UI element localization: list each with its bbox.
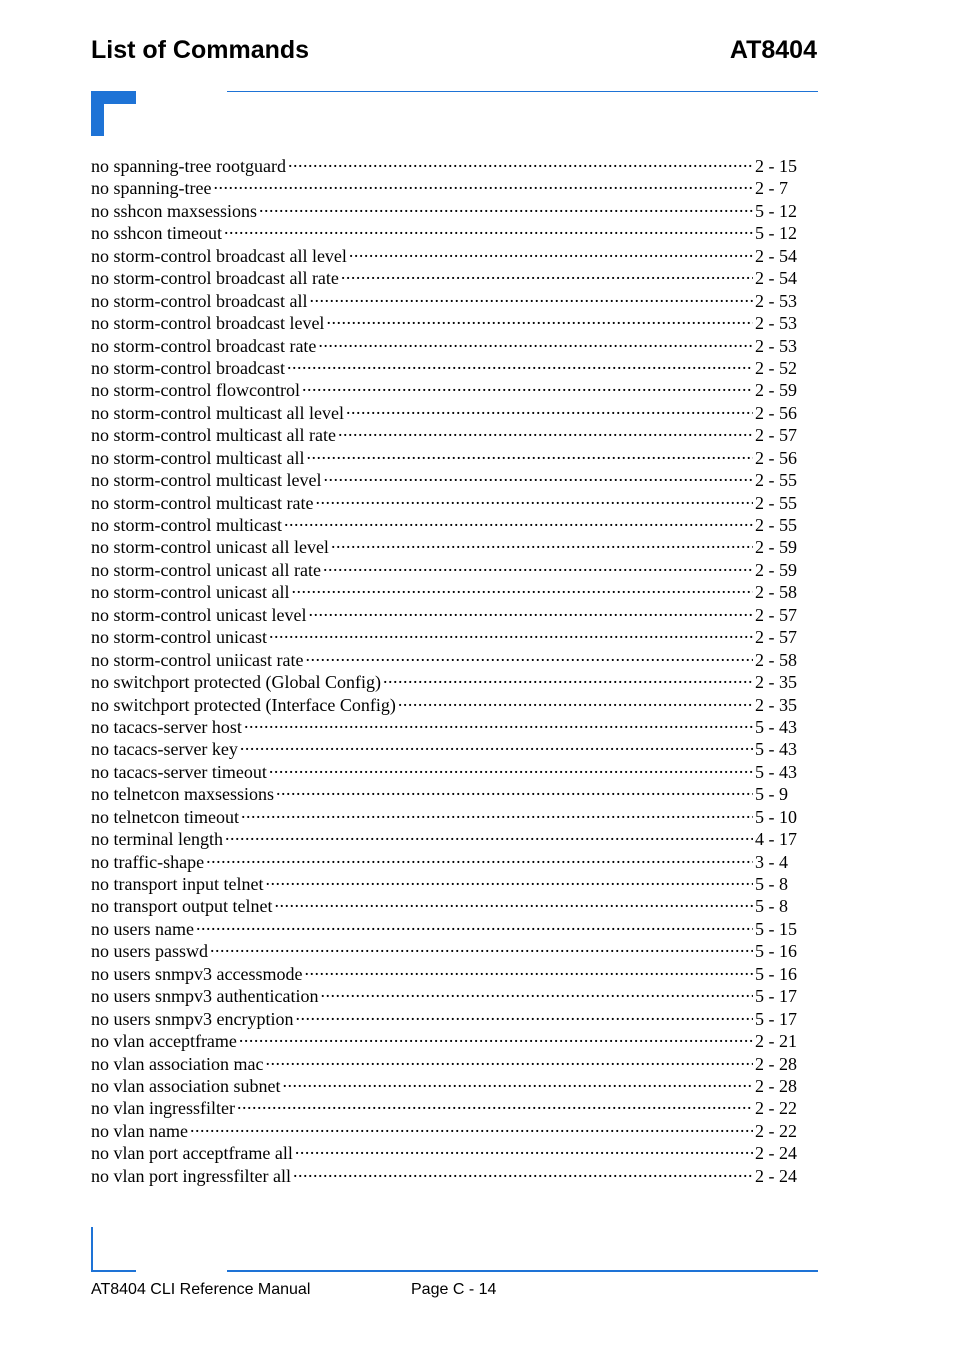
entry-page-ref: 5 - 17 (755, 986, 797, 1007)
entry-page-ref: 5 - 43 (755, 716, 797, 737)
toc-entry[interactable] (91, 334, 803, 356)
entry-page-ref: 5 - 12 (755, 200, 797, 221)
toc-entry[interactable] (91, 1096, 803, 1118)
entry-page-ref: 2 - 53 (755, 335, 797, 356)
entry-command: no storm-control multicast all rate (91, 425, 336, 446)
entry-page-ref: 2 - 35 (755, 672, 797, 693)
entry-page-ref: 2 - 57 (755, 627, 797, 648)
entry-page-ref: 2 - 28 (755, 1075, 797, 1096)
command-index-list (91, 154, 803, 1186)
dot-leader (323, 468, 753, 486)
entry-page-ref: 2 - 53 (755, 290, 797, 311)
dot-leader (282, 1074, 753, 1092)
toc-entry[interactable] (91, 670, 803, 692)
entry-command: no telnetcon maxsessions (91, 784, 274, 805)
dot-leader (326, 311, 753, 329)
entry-command: no storm-control broadcast (91, 357, 285, 378)
dot-leader (305, 648, 753, 666)
entry-command: no transport output telnet (91, 896, 273, 917)
toc-entry[interactable] (91, 401, 803, 423)
entry-page-ref: 5 - 17 (755, 1008, 797, 1029)
entry-page-ref: 2 - 58 (755, 582, 797, 603)
dot-leader (237, 1096, 753, 1114)
entry-command: no storm-control multicast rate (91, 492, 314, 513)
entry-page-ref: 2 - 35 (755, 694, 797, 715)
entry-page-ref: 2 - 52 (755, 357, 797, 378)
toc-entry[interactable] (91, 1029, 803, 1051)
dot-leader (213, 176, 753, 194)
toc-entry[interactable] (91, 625, 803, 647)
toc-entry[interactable] (91, 737, 803, 759)
entry-page-ref: 2 - 59 (755, 380, 797, 401)
dot-leader (331, 535, 753, 553)
dot-leader (383, 670, 753, 688)
dot-leader (309, 289, 753, 307)
toc-entry[interactable] (91, 1164, 803, 1186)
entry-page-ref: 2 - 59 (755, 537, 797, 558)
entry-page-ref: 2 - 57 (755, 604, 797, 625)
toc-entry[interactable] (91, 805, 803, 827)
entry-page-ref: 2 - 54 (755, 245, 797, 266)
entry-command: no vlan ingressfilter (91, 1098, 235, 1119)
entry-command: no tacacs-server timeout (91, 761, 267, 782)
dot-leader (225, 827, 753, 845)
dot-leader (276, 782, 753, 800)
entry-page-ref: 5 - 9 (755, 784, 788, 805)
entry-page-ref: 2 - 56 (755, 402, 797, 423)
entry-page-ref: 2 - 57 (755, 425, 797, 446)
entry-command: no storm-control multicast level (91, 470, 322, 491)
entry-command: no users snmpv3 accessmode (91, 963, 303, 984)
entry-command: no sshcon maxsessions (91, 200, 257, 221)
entry-page-ref: 5 - 8 (755, 874, 788, 894)
dot-leader (291, 580, 753, 598)
entry-page-ref: 2 - 59 (755, 559, 797, 580)
toc-entry[interactable] (91, 558, 803, 580)
toc-entry[interactable] (91, 580, 803, 602)
dot-leader (259, 199, 753, 217)
entry-command: no spanning-tree (91, 178, 212, 199)
dot-leader (293, 1164, 753, 1182)
entry-command: no storm-control broadcast rate (91, 335, 317, 356)
toc-entry[interactable] (91, 1119, 803, 1141)
entry-page-ref: 2 - 55 (755, 470, 797, 491)
toc-entry[interactable] (91, 782, 803, 804)
entry-command: no storm-control multicast (91, 515, 282, 535)
entry-page-ref: 5 - 8 (755, 896, 788, 917)
entry-command: no storm-control broadcast all rate (91, 268, 339, 289)
dot-leader (346, 401, 753, 419)
dot-leader (323, 558, 753, 576)
dot-leader (295, 1141, 753, 1159)
dot-leader (190, 1119, 753, 1137)
dot-leader (241, 805, 753, 823)
dot-leader (239, 1029, 753, 1047)
dot-leader (240, 737, 753, 755)
toc-entry[interactable] (91, 311, 803, 333)
entry-page-ref: 5 - 43 (755, 739, 797, 760)
entry-command: no users passwd (91, 941, 208, 962)
entry-page-ref: 2 - 56 (755, 447, 797, 468)
entry-command: no storm-control broadcast all (91, 290, 308, 311)
entry-command: no vlan acceptframe (91, 1031, 237, 1052)
entry-page-ref: 4 - 17 (755, 829, 797, 850)
dot-leader (308, 603, 753, 621)
toc-entry[interactable] (91, 984, 803, 1006)
toc-entry[interactable] (91, 715, 803, 737)
dot-leader (341, 266, 753, 284)
toc-entry[interactable] (91, 1141, 803, 1163)
dot-leader (349, 244, 753, 262)
entry-command: no vlan port ingressfilter all (91, 1165, 291, 1186)
entry-page-ref: 2 - 22 (755, 1098, 797, 1119)
toc-entry[interactable] (91, 221, 803, 243)
toc-entry[interactable] (91, 917, 803, 939)
dot-leader (398, 693, 753, 711)
entry-command: no users name (91, 918, 194, 939)
toc-entry[interactable] (91, 535, 803, 557)
toc-entry[interactable] (91, 154, 803, 176)
dot-leader (315, 491, 753, 509)
dot-leader (338, 423, 753, 441)
entry-page-ref: 5 - 12 (755, 223, 797, 244)
toc-entry[interactable] (91, 176, 803, 198)
entry-page-ref: 5 - 16 (755, 941, 797, 962)
entry-command: no storm-control unicast all (91, 582, 290, 603)
entry-command: no vlan port acceptframe all (91, 1143, 293, 1164)
entry-page-ref: 2 - 15 (755, 156, 797, 176)
dot-leader (196, 917, 753, 935)
footer-divider (227, 1270, 818, 1272)
footer-corner-mark (91, 1227, 136, 1272)
entry-command: no tacacs-server host (91, 716, 242, 737)
dot-leader (304, 962, 753, 980)
toc-entry[interactable] (91, 872, 803, 894)
dot-leader (274, 894, 753, 912)
dot-leader (302, 378, 753, 396)
dot-leader (210, 939, 753, 957)
toc-entry[interactable] (91, 648, 803, 670)
entry-command: no storm-control unicast all level (91, 537, 329, 558)
toc-entry[interactable] (91, 1007, 803, 1029)
entry-command: no users snmpv3 authentication (91, 986, 319, 1007)
entry-command: no sshcon timeout (91, 223, 222, 244)
toc-entry[interactable] (91, 356, 803, 378)
entry-page-ref: 2 - 53 (755, 313, 797, 334)
dot-leader (320, 984, 753, 1002)
entry-command: no terminal length (91, 829, 223, 850)
entry-command: no storm-control unicast level (91, 604, 307, 625)
toc-entry[interactable] (91, 491, 803, 513)
dot-leader (306, 446, 753, 464)
toc-entry[interactable] (91, 827, 803, 849)
dot-leader (269, 625, 753, 643)
entry-page-ref: 2 - 55 (755, 515, 797, 535)
entry-page-ref: 2 - 28 (755, 1053, 797, 1074)
footer-manual-title: AT8404 CLI Reference Manual (91, 1281, 311, 1298)
toc-entry[interactable] (91, 378, 803, 400)
toc-entry[interactable] (91, 1052, 803, 1074)
entry-page-ref: 5 - 43 (755, 761, 797, 782)
entry-command: no traffic-shape (91, 851, 205, 872)
dot-leader (288, 154, 753, 172)
toc-entry[interactable] (91, 199, 803, 221)
toc-entry[interactable] (91, 760, 803, 782)
entry-command: no vlan association subnet (91, 1075, 281, 1096)
entry-command: no storm-control multicast all level (91, 402, 344, 423)
toc-entry[interactable] (91, 468, 803, 490)
entry-command: no users snmpv3 encryption (91, 1008, 294, 1029)
entry-command: no storm-control uniicast rate (91, 649, 304, 670)
entry-page-ref: 2 - 58 (755, 649, 797, 670)
toc-entry[interactable] (91, 513, 803, 535)
toc-entry[interactable] (91, 266, 803, 288)
entry-command: no storm-control broadcast all level (91, 245, 347, 266)
dot-leader (269, 760, 753, 778)
toc-entry[interactable] (91, 850, 803, 872)
entry-page-ref: 3 - 4 (755, 851, 788, 872)
header-divider (227, 91, 818, 92)
entry-command: no transport input telnet (91, 874, 264, 894)
entry-command: no vlan name (91, 1120, 188, 1141)
footer-page-number: Page C - 14 (411, 1281, 497, 1298)
toc-entry[interactable] (91, 939, 803, 961)
entry-command: no storm-control unicast all rate (91, 559, 321, 580)
entry-page-ref: 2 - 21 (755, 1031, 797, 1052)
toc-entry[interactable] (91, 894, 803, 916)
entry-command: no tacacs-server key (91, 739, 238, 760)
entry-command: no switchport protected (Global Config) (91, 672, 381, 693)
entry-page-ref: 2 - 24 (755, 1143, 797, 1164)
toc-entry[interactable] (91, 693, 803, 715)
toc-entry[interactable] (91, 1074, 803, 1096)
corner-logo-mark (91, 91, 136, 136)
toc-entry[interactable] (91, 962, 803, 984)
toc-entry[interactable] (91, 244, 803, 266)
entry-page-ref: 2 - 55 (755, 492, 797, 513)
entry-command: no spanning-tree rootguard (91, 156, 286, 176)
entry-command: no telnetcon timeout (91, 806, 239, 827)
dot-leader (318, 334, 753, 352)
product-name: AT8404 (729, 36, 817, 64)
dot-leader (206, 850, 753, 868)
dot-leader (295, 1007, 753, 1025)
entry-page-ref: 2 - 24 (755, 1165, 797, 1186)
toc-entry[interactable] (91, 289, 803, 311)
dot-leader (224, 221, 753, 239)
entry-command: no storm-control unicast (91, 627, 267, 648)
toc-entry[interactable] (91, 603, 803, 625)
dot-leader (265, 1052, 753, 1070)
entry-page-ref: 2 - 54 (755, 268, 797, 289)
entry-command: no switchport protected (Interface Config) (91, 694, 396, 715)
entry-page-ref: 2 - 22 (755, 1120, 797, 1141)
entry-command: no vlan association mac (91, 1053, 264, 1074)
entry-page-ref: 5 - 10 (755, 806, 797, 827)
entry-command: no storm-control flowcontrol (91, 380, 300, 401)
entry-command: no storm-control broadcast level (91, 313, 325, 334)
dot-leader (244, 715, 753, 733)
entry-page-ref: 5 - 16 (755, 963, 797, 984)
entry-page-ref: 2 - 7 (755, 178, 788, 199)
toc-entry[interactable] (91, 423, 803, 445)
section-title: List of Commands (91, 36, 310, 64)
toc-entry[interactable] (91, 446, 803, 468)
entry-command: no storm-control multicast all (91, 447, 305, 468)
entry-page-ref: 5 - 15 (755, 918, 797, 939)
dot-leader (284, 513, 753, 531)
dot-leader (265, 872, 753, 890)
dot-leader (287, 356, 753, 374)
